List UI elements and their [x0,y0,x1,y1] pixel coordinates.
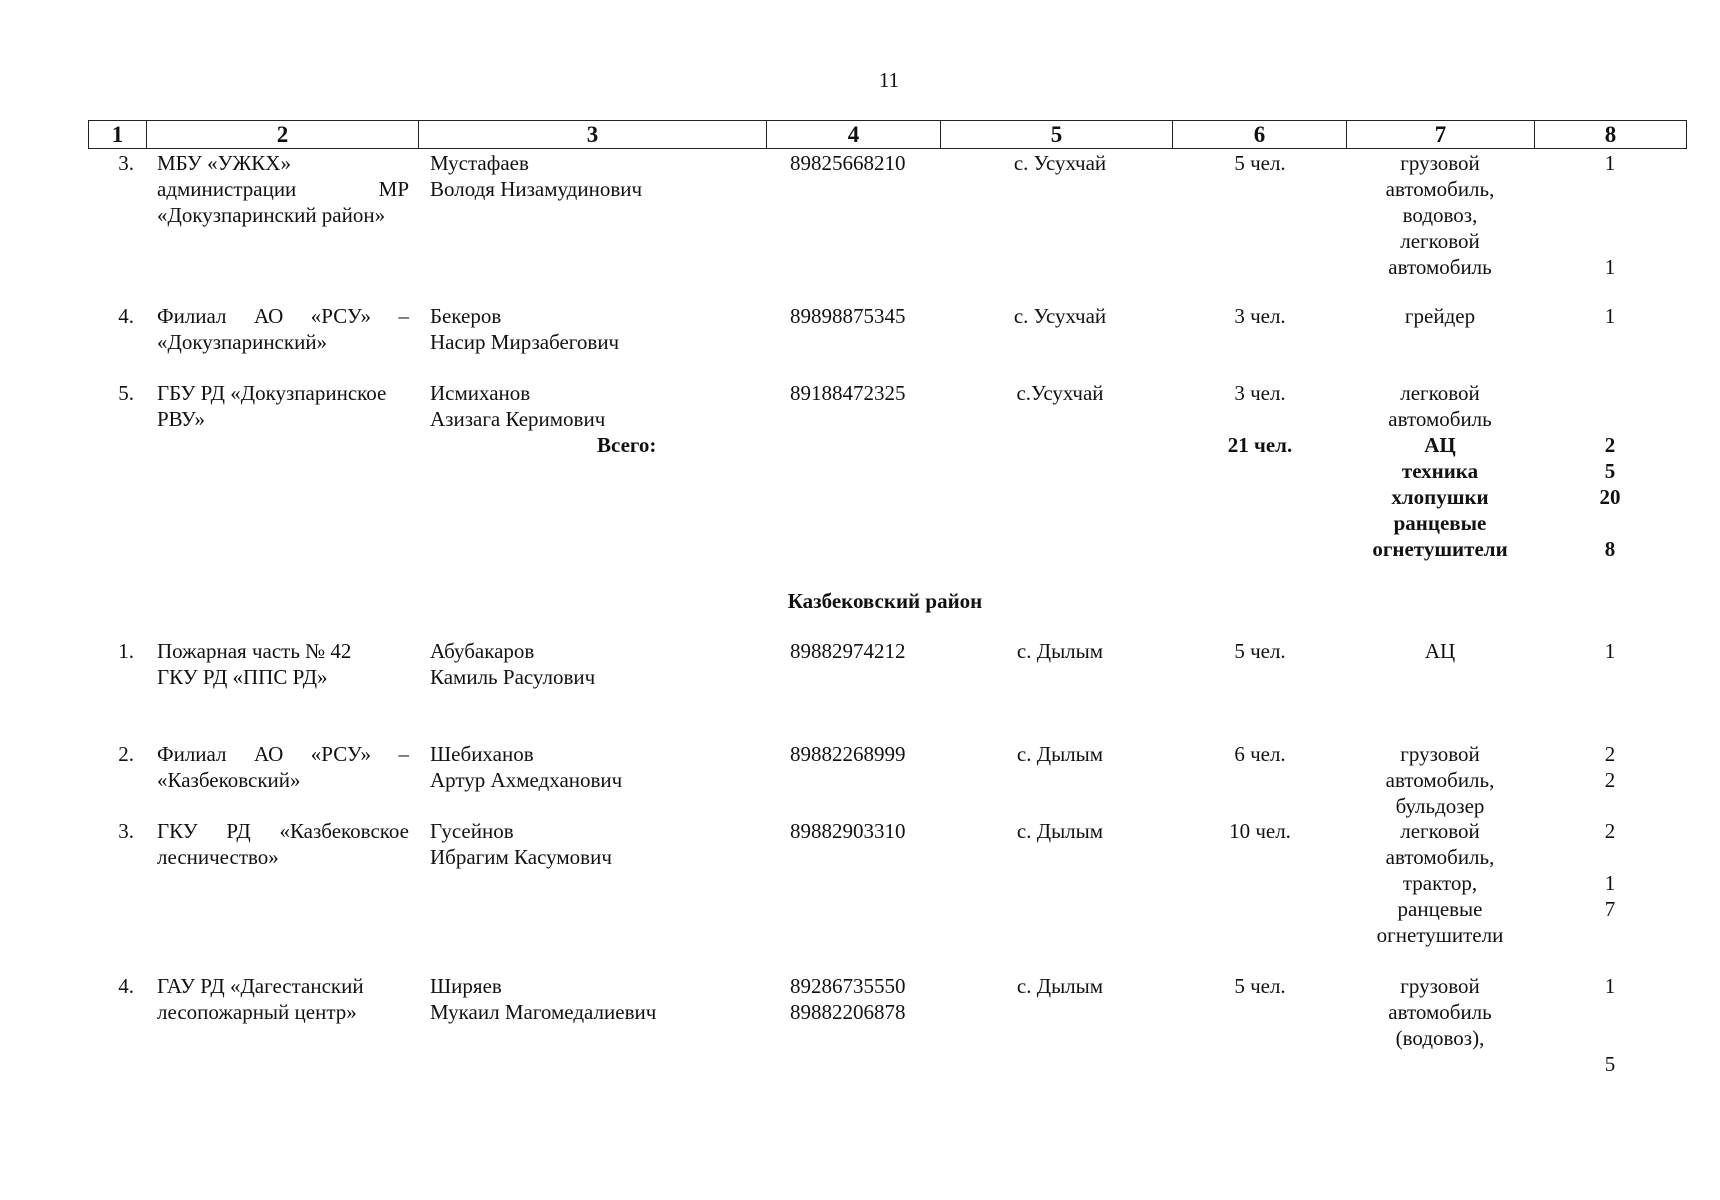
word: «Казбековское [279,819,409,843]
total-item: огнетушители [1372,537,1508,561]
column-header: 6 [1173,121,1347,149]
column-header: 4 [767,121,941,149]
equipment-line: грузовой [1400,974,1480,998]
column-header: 7 [1347,121,1535,149]
equipment-line: грузовой [1400,151,1480,175]
column-header: 8 [1535,121,1687,149]
word: МР [378,177,409,201]
organization-line: лесопожарный центр» [157,1000,357,1024]
equipment-line: легковой [1400,229,1480,253]
equipment-line: водовоз, [1402,203,1478,227]
word: АО [254,742,284,766]
person-cell [430,973,760,1025]
person-name: Мукаил Магомедалиевич [430,1000,657,1024]
equipment-cell [1345,973,1535,1051]
equipment-cell: грейдер [1404,304,1476,328]
equipment-cell [1345,150,1535,280]
equipment-line: автомобиль [1388,1000,1492,1024]
staff-cell: 5 чел. [1234,151,1286,175]
equipment-line: ранцевые [1397,897,1483,921]
person-cell [430,818,760,870]
organization-line: ГБУ РД «Докузпаринское [157,381,387,405]
total-label: Всего: [597,433,657,457]
total-qty-value [1580,510,1640,536]
organization-line: ГАУ РД «Дагестанский [157,974,364,998]
equipment-line: автомобиль [1388,255,1492,279]
phone-cell: 89882268999 [790,742,906,766]
staff-cell: 10 чел. [1229,819,1291,843]
phone-cell: 89898875345 [790,304,906,328]
staff-cell: 3 чел. [1234,304,1286,328]
quantity-cell [1580,150,1640,280]
column-header-row [88,120,1687,149]
organization-line: ГКУ РД «ППС РД» [157,665,328,689]
total-item: ранцевые [1393,511,1487,535]
staff-cell: 5 чел. [1234,639,1286,663]
person-surname: Ширяев [430,974,502,998]
staff-cell: 5 чел. [1234,974,1286,998]
person-cell [430,741,760,793]
equipment-line: автомобиль, [1385,845,1495,869]
quantity-value: 1 [1604,255,1616,279]
person-name: Ибрагим Касумович [430,845,612,869]
equipment-line: грузовой [1400,742,1480,766]
equipment-cell: АЦ [1424,639,1456,663]
organization-line: «Докузпаринский район» [157,203,386,227]
total-item: АЦ [1424,433,1456,457]
location-cell: с. Дылым [1016,819,1104,843]
quantity-value: 2 [1604,742,1616,766]
phone-cell: 89188472325 [790,381,906,405]
phone-number: 89286735550 [790,974,906,998]
organization-cell [157,380,409,432]
staff-cell: 6 чел. [1234,742,1286,766]
word: Филиал [157,304,227,328]
district-heading: Казбековский район [787,589,983,613]
person-name: Азизага Керимович [430,407,606,431]
quantity-value: 2 [1604,819,1616,843]
equipment-cell [1345,818,1535,948]
word: Филиал [157,742,227,766]
word: ГКУ [157,819,198,843]
person-name: Камиль Расулович [430,665,596,689]
person-surname: Бекеров [430,304,502,328]
organization-line: РВУ» [157,407,206,431]
total-item: техника [1401,459,1479,483]
organization-line: МБУ «УЖКХ» [157,151,291,175]
equipment-line: легковой [1400,819,1480,843]
equipment-line: автомобиль, [1385,177,1495,201]
equipment-line: бульдозер [1395,794,1485,818]
quantity-value: 2 [1604,768,1616,792]
equipment-line: автомобиль [1388,407,1492,431]
total-qty-value: 2 [1604,433,1616,457]
row-number: 3. [118,819,134,843]
total-qty-value: 5 [1604,459,1616,483]
location-cell: с. Дылым [1016,639,1104,663]
person-cell [430,303,760,355]
equipment-line: трактор, [1402,871,1478,895]
word: – [398,742,409,766]
organization-cell [157,150,409,228]
row-number: 4. [118,304,134,328]
phone-cell: 89882974212 [790,639,906,663]
person-surname: Шебиханов [430,742,534,766]
location-cell: с. Дылым [1016,974,1104,998]
row-number: 2. [118,742,134,766]
organization-cell [157,741,409,793]
quantity-value [1580,844,1640,870]
quantity-value: 1 [1604,974,1616,998]
person-surname: Абубакаров [430,639,535,663]
organization-line [157,818,409,844]
organization-line: Пожарная часть № 42 [157,639,352,663]
person-name: Володя Низамудинович [430,177,643,201]
phone-cell: 89882903310 [790,819,906,843]
equipment-line: (водовоз), [1395,1026,1485,1050]
equipment-line: легковой [1400,381,1480,405]
organization-cell [157,638,409,690]
staff-cell: 3 чел. [1234,381,1286,405]
organization-line: «Казбековский» [157,768,301,792]
organization-cell [157,303,409,355]
organization-cell [157,973,409,1025]
equipment-line: огнетушители [1376,923,1504,947]
organization-line [157,303,409,329]
total-quantity [1580,432,1640,562]
total-staff: 21 чел. [1227,433,1293,457]
row-number: 5. [118,381,134,405]
phone-number: 89882206878 [790,1000,906,1024]
total-equipment [1345,432,1535,562]
word: АО [254,304,284,328]
organization-line [157,176,409,202]
row-number: 4. [118,974,134,998]
organization-line [157,741,409,767]
column-header: 3 [419,121,767,149]
location-cell: с. Дылым [1016,742,1104,766]
column-header: 5 [941,121,1173,149]
phone-cell: 89825668210 [790,151,906,175]
location-cell: с. Усухчай [1013,151,1107,175]
word: «РСУ» [310,742,371,766]
person-surname: Гусейнов [430,819,514,843]
organization-cell [157,818,409,870]
person-cell [430,150,760,202]
word: администрации [157,177,297,201]
quantity-value: 1 [1604,871,1616,895]
quantity-cell [1580,818,1640,922]
column-header: 2 [147,121,419,149]
equipment-line: автомобиль, [1385,768,1495,792]
phone-cell [790,973,920,1025]
quantity-value: 1 [1604,151,1616,175]
person-cell [430,380,760,432]
quantity-value: 7 [1604,897,1616,921]
person-name: Насир Мирзабегович [430,330,620,354]
person-name: Артур Ахмедханович [430,768,623,792]
equipment-cell [1345,741,1535,819]
column-header: 1 [89,121,147,149]
organization-line: «Докузпаринский» [157,330,328,354]
quantity-cell [1580,741,1640,793]
total-item: хлопушки [1391,485,1489,509]
quantity-cell [1580,973,1640,1077]
quantity-value: 5 [1604,1052,1616,1076]
location-cell: с. Усухчай [1013,304,1107,328]
person-cell [430,638,760,690]
word: – [398,304,409,328]
word: РД [226,819,251,843]
total-qty-value: 20 [1599,485,1621,509]
word: «РСУ» [310,304,371,328]
row-number: 1. [118,639,134,663]
row-number: 3. [118,151,134,175]
total-qty-value: 8 [1604,537,1616,561]
location-cell: с.Усухчай [1016,381,1104,405]
person-surname: Исмиханов [430,381,531,405]
person-surname: Мустафаев [430,151,529,175]
quantity-cell: 1 [1604,304,1616,328]
organization-line: лесничество» [157,845,279,869]
equipment-cell [1345,380,1535,432]
page-number: 11 [878,68,900,92]
quantity-cell: 1 [1604,639,1616,663]
